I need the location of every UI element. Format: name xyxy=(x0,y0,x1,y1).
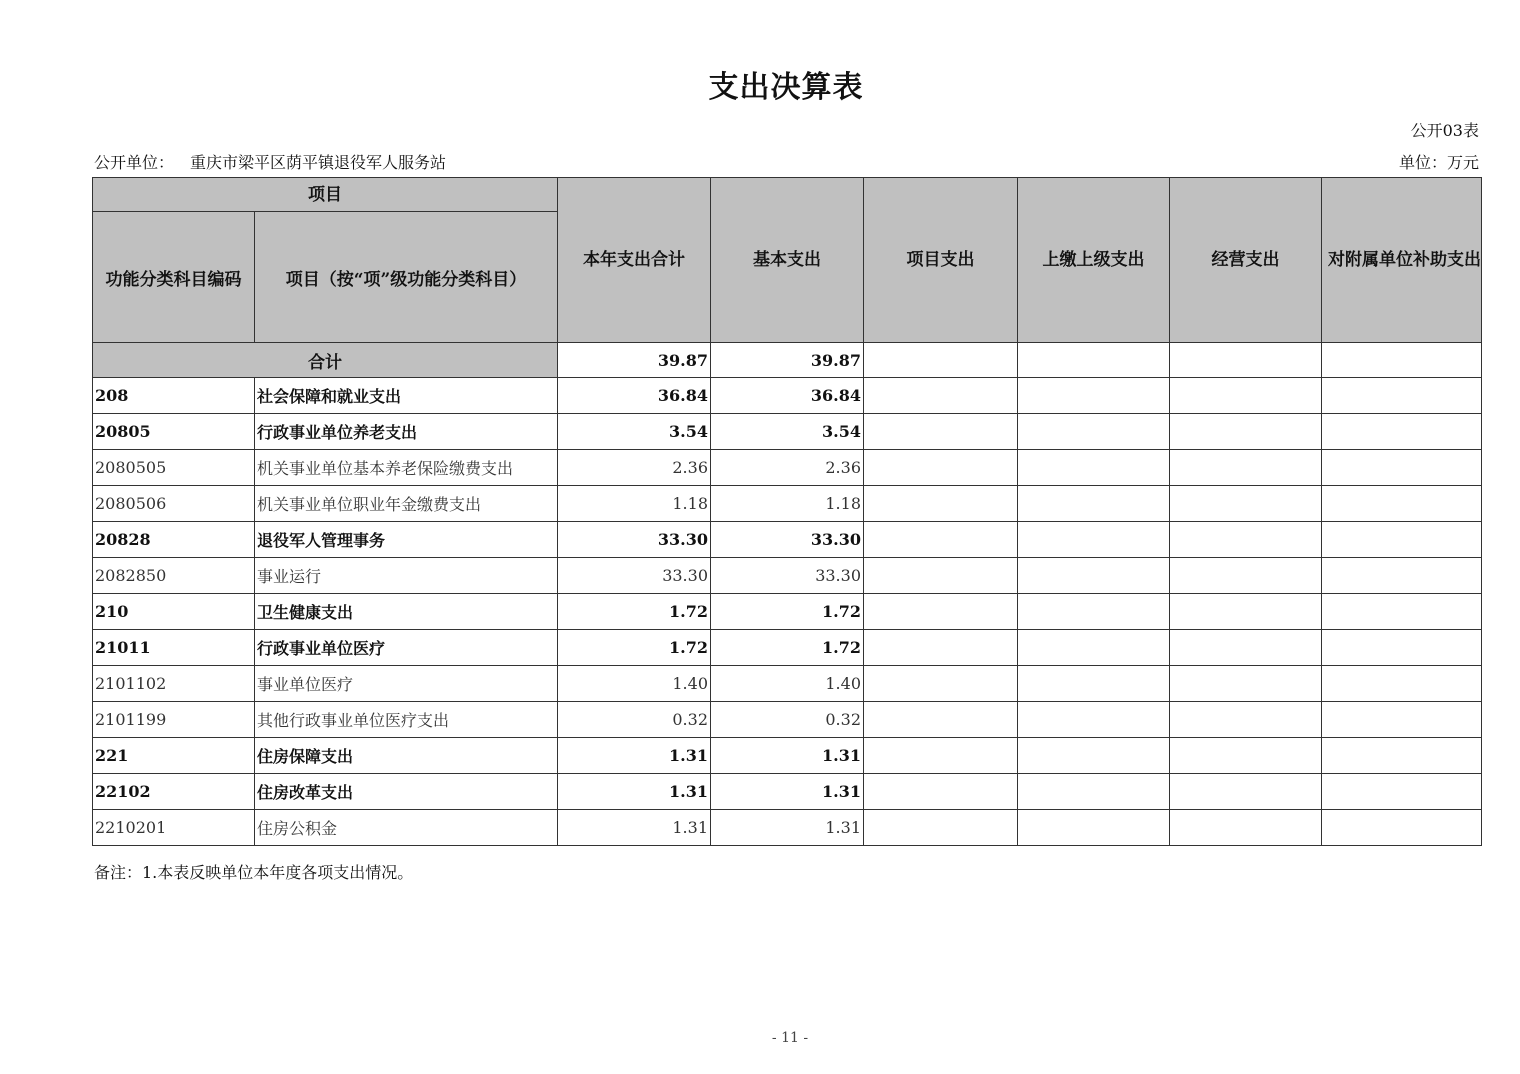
row-total: 1.72 xyxy=(558,594,711,630)
row-code: 221 xyxy=(93,738,255,774)
header-subsidy: 对附属单位补助支出 xyxy=(1322,178,1482,343)
row-name: 住房公积金 xyxy=(255,810,558,846)
table-row xyxy=(93,666,1482,702)
row-total: 2.36 xyxy=(558,450,711,486)
row-project xyxy=(864,558,1018,594)
row-total: 1.72 xyxy=(558,630,711,666)
row-upper xyxy=(1018,558,1170,594)
row-basic: 1.31 xyxy=(711,774,864,810)
header-business: 经营支出 xyxy=(1170,178,1322,343)
table-row xyxy=(93,774,1482,810)
row-basic: 1.72 xyxy=(711,630,864,666)
row-code: 21011 xyxy=(93,630,255,666)
row-name: 卫生健康支出 xyxy=(255,594,558,630)
row-basic: 0.32 xyxy=(711,702,864,738)
row-upper xyxy=(1018,702,1170,738)
row-subsidy xyxy=(1322,486,1482,522)
row-business xyxy=(1170,774,1322,810)
row-basic: 36.84 xyxy=(711,378,864,414)
public-unit xyxy=(94,150,446,173)
total-business xyxy=(1170,343,1322,378)
table-row xyxy=(93,378,1482,414)
header-upper: 上缴上级支出 xyxy=(1018,178,1170,343)
row-code: 2080505 xyxy=(93,450,255,486)
row-basic: 3.54 xyxy=(711,414,864,450)
table-row xyxy=(93,450,1482,486)
row-business xyxy=(1170,378,1322,414)
row-business xyxy=(1170,738,1322,774)
table-row xyxy=(93,558,1482,594)
row-basic: 1.72 xyxy=(711,594,864,630)
row-basic: 33.30 xyxy=(711,522,864,558)
row-upper xyxy=(1018,414,1170,450)
row-code: 2210201 xyxy=(93,810,255,846)
row-total: 1.18 xyxy=(558,486,711,522)
row-subsidy xyxy=(1322,702,1482,738)
row-subsidy xyxy=(1322,810,1482,846)
row-project xyxy=(864,738,1018,774)
row-business xyxy=(1170,450,1322,486)
table-row xyxy=(93,414,1482,450)
row-upper xyxy=(1018,594,1170,630)
page-number: - 11 - xyxy=(771,1030,809,1046)
row-code: 2080506 xyxy=(93,486,255,522)
row-project xyxy=(864,522,1018,558)
row-upper xyxy=(1018,774,1170,810)
row-subsidy xyxy=(1322,450,1482,486)
page-title: 支出决算表 xyxy=(708,70,864,105)
row-total: 33.30 xyxy=(558,558,711,594)
row-total: 0.32 xyxy=(558,702,711,738)
row-total: 33.30 xyxy=(558,522,711,558)
row-code: 210 xyxy=(93,594,255,630)
row-business xyxy=(1170,414,1322,450)
table-row xyxy=(93,594,1482,630)
header-name: 项目（按“项”级功能分类科目） xyxy=(255,212,558,343)
total-row xyxy=(93,343,1482,378)
total-upper xyxy=(1018,343,1170,378)
row-upper xyxy=(1018,522,1170,558)
row-code: 20805 xyxy=(93,414,255,450)
total-amount: 39.87 xyxy=(558,343,711,378)
row-project xyxy=(864,810,1018,846)
header-code: 功能分类科目编码 xyxy=(93,212,255,343)
row-name: 住房改革支出 xyxy=(255,774,558,810)
table-row xyxy=(93,630,1482,666)
row-total: 1.31 xyxy=(558,810,711,846)
row-project xyxy=(864,414,1018,450)
row-basic: 1.31 xyxy=(711,810,864,846)
row-project xyxy=(864,594,1018,630)
row-basic: 33.30 xyxy=(711,558,864,594)
row-business xyxy=(1170,810,1322,846)
row-business xyxy=(1170,486,1322,522)
form-number: 公开03表 xyxy=(1410,121,1479,140)
row-upper xyxy=(1018,450,1170,486)
row-subsidy xyxy=(1322,666,1482,702)
row-code: 2101102 xyxy=(93,666,255,702)
row-upper xyxy=(1018,486,1170,522)
table-row xyxy=(93,486,1482,522)
row-upper xyxy=(1018,378,1170,414)
row-subsidy xyxy=(1322,774,1482,810)
row-total: 3.54 xyxy=(558,414,711,450)
row-business xyxy=(1170,558,1322,594)
row-project xyxy=(864,378,1018,414)
row-name: 行政事业单位养老支出 xyxy=(255,414,558,450)
total-label: 合计 xyxy=(93,343,558,378)
row-project xyxy=(864,702,1018,738)
row-code: 2082850 xyxy=(93,558,255,594)
row-code: 208 xyxy=(93,378,255,414)
row-subsidy xyxy=(1322,558,1482,594)
row-upper xyxy=(1018,810,1170,846)
row-subsidy xyxy=(1322,522,1482,558)
total-subsidy xyxy=(1322,343,1482,378)
row-basic: 1.31 xyxy=(711,738,864,774)
row-name: 事业单位医疗 xyxy=(255,666,558,702)
table-body xyxy=(93,343,1482,846)
row-upper xyxy=(1018,630,1170,666)
row-project xyxy=(864,774,1018,810)
table-row xyxy=(93,522,1482,558)
header-item: 项目 xyxy=(93,178,558,212)
row-total: 1.31 xyxy=(558,774,711,810)
row-business xyxy=(1170,630,1322,666)
public-unit-name: 重庆市梁平区荫平镇退役军人服务站 xyxy=(190,153,447,172)
row-name: 事业运行 xyxy=(255,558,558,594)
row-business xyxy=(1170,594,1322,630)
row-basic: 1.18 xyxy=(711,486,864,522)
table-row xyxy=(93,738,1482,774)
expenditure-table xyxy=(92,177,1482,846)
row-subsidy xyxy=(1322,414,1482,450)
row-code: 22102 xyxy=(93,774,255,810)
row-project xyxy=(864,630,1018,666)
row-business xyxy=(1170,522,1322,558)
row-upper xyxy=(1018,666,1170,702)
total-basic: 39.87 xyxy=(711,343,864,378)
row-project xyxy=(864,486,1018,522)
row-name: 社会保障和就业支出 xyxy=(255,378,558,414)
row-name: 住房保障支出 xyxy=(255,738,558,774)
row-subsidy xyxy=(1322,738,1482,774)
table-row xyxy=(93,810,1482,846)
row-name: 其他行政事业单位医疗支出 xyxy=(255,702,558,738)
row-total: 1.31 xyxy=(558,738,711,774)
row-name: 行政事业单位医疗 xyxy=(255,630,558,666)
row-subsidy xyxy=(1322,378,1482,414)
row-code: 2101199 xyxy=(93,702,255,738)
table-note: 备注：1.本表反映单位本年度各项支出情况。 xyxy=(94,863,414,882)
public-unit-label: 公开单位： xyxy=(94,153,175,172)
row-project xyxy=(864,666,1018,702)
row-basic: 1.40 xyxy=(711,666,864,702)
row-business xyxy=(1170,666,1322,702)
row-total: 1.40 xyxy=(558,666,711,702)
header-project: 项目支出 xyxy=(864,178,1018,343)
row-basic: 2.36 xyxy=(711,450,864,486)
row-code: 20828 xyxy=(93,522,255,558)
row-name: 机关事业单位基本养老保险缴费支出 xyxy=(255,450,558,486)
total-project xyxy=(864,343,1018,378)
table-row xyxy=(93,702,1482,738)
row-subsidy xyxy=(1322,594,1482,630)
header-total: 本年支出合计 xyxy=(558,178,711,343)
row-total: 36.84 xyxy=(558,378,711,414)
currency-unit: 单位：万元 xyxy=(1398,153,1479,172)
row-name: 机关事业单位职业年金缴费支出 xyxy=(255,486,558,522)
row-project xyxy=(864,450,1018,486)
row-business xyxy=(1170,702,1322,738)
row-upper xyxy=(1018,738,1170,774)
row-name: 退役军人管理事务 xyxy=(255,522,558,558)
header-basic: 基本支出 xyxy=(711,178,864,343)
row-subsidy xyxy=(1322,630,1482,666)
